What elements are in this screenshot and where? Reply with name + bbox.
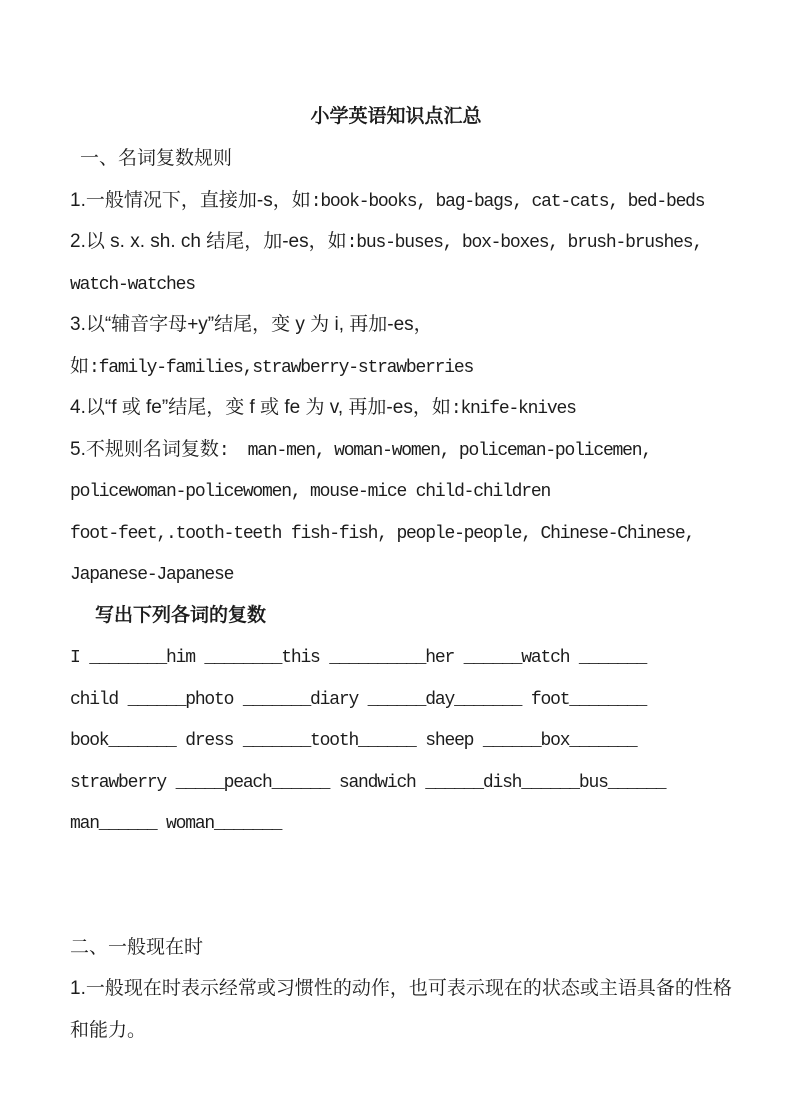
text-segment: 3. [70,314,86,335]
text-segment: :bus-buses, box-boxes, brush-brushes, [346,233,702,253]
text-segment: 一般情况下，直接加 [85,189,257,211]
text-segment: 写出下列各词的复数 [95,604,267,626]
text-segment: -es [386,397,413,418]
text-segment: 以“辅音字母 [85,314,188,335]
text-segment: Japanese-Japanese [70,565,234,585]
document-line [70,678,722,720]
text-segment: y [295,314,305,335]
text-segment: ”结尾，变 [161,397,250,418]
text-segment: 一、名词复数规则 [80,148,233,169]
text-segment: +y [187,314,208,335]
text-segment: 以 [85,231,111,252]
text-segment: 为 [300,397,330,418]
document-line [70,512,722,554]
document-line [70,138,722,180]
text-segment: policewoman-policewomen, mouse-mice child-children [70,482,551,502]
text-segment: s. x. sh. ch [110,231,201,252]
text-segment: 或 [116,397,147,418]
text-segment: 5. [70,438,86,460]
document-line [70,802,722,844]
text-segment: v, [329,397,344,418]
text-segment: 结尾，加 [200,231,283,252]
document-line [70,470,722,512]
text-segment: 再加 [343,397,387,418]
text-segment: 二、一般现在时 [70,936,204,958]
text-segment: ”结尾，变 [207,314,296,335]
document-line [70,180,722,222]
text-segment: strawberry _____peach______ sandwich ______dish______bus______ [70,772,666,793]
text-segment: 和能力。 [70,1019,147,1041]
document-line [70,968,732,1010]
text-segment: :knife-knives [450,399,576,419]
text-segment: i, [334,314,344,335]
document-line [70,429,722,471]
document-line [70,263,722,305]
document-line [70,885,722,927]
document-line [70,719,722,761]
text-segment: 2. [70,231,86,252]
text-segment: fe [146,397,162,418]
text-segment: 或 [254,397,285,418]
document-line [70,387,722,429]
text-segment: ，如 [308,231,347,252]
text-segment: 4. [70,397,86,418]
text-segment: f [111,397,117,418]
document-title: 小学英语知识点汇总 [310,106,482,127]
document-line [70,1010,722,1052]
text-segment: 为 [304,314,335,335]
text-segment: book_______ dress _______tooth______ sheep ______box_______ [70,731,637,751]
document-line [70,927,722,969]
text-segment: f [249,397,255,418]
document-line [70,221,722,263]
text-segment: 一般现在时表示经常或习惯性的动作，也可表示现在的状态或主语具备的性格 [85,978,732,999]
text-segment: 以“ [85,397,112,418]
text-segment: fe [284,397,301,418]
document-line [70,553,722,595]
text-segment: watch-watches [70,274,195,295]
document-line [70,636,722,678]
text-segment: ，如 [272,189,311,211]
text-segment: child ______photo _______diary ______day_______ foot________ [70,689,647,710]
text-segment: foot-feet,.tooth-teeth fish-fish, people-people, Chinese-Chinese, [70,523,695,544]
text-segment: -es [282,231,309,252]
text-segment: 如 [70,355,90,377]
document-line [70,304,722,346]
text-segment: 1. [70,978,86,999]
text-segment: : man-men, woman-women, policeman-policemen, [218,440,651,461]
text-segment: 不规则名词复数 [85,438,219,460]
document-line [70,844,722,886]
text-segment: -es [387,314,414,335]
text-segment: :family-families,strawberry-strawberries [89,357,474,378]
text-segment: 再加 [343,314,388,335]
document-line [70,595,722,637]
text-segment: man______ woman_______ [70,814,282,834]
text-segment: ，如 [412,397,451,418]
text-segment: 1. [70,189,86,211]
text-segment: ， [413,314,433,335]
text-segment: I ________him ________this __________her ______watch _______ [70,648,647,668]
document-line [70,346,722,388]
text-segment: -s [256,189,273,211]
text-segment: :book-books, bag-bags, cat-cats, bed-beds [310,191,705,212]
document-body [70,138,732,1051]
document-line [70,761,722,803]
